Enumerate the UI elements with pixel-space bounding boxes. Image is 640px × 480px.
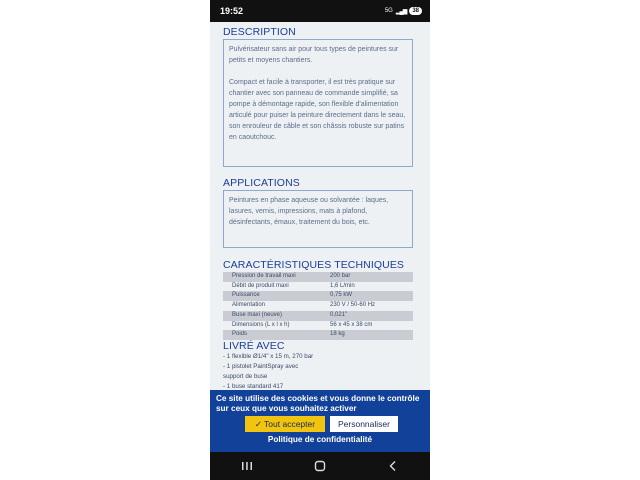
- nav-bar: [210, 452, 430, 480]
- specs-table: [223, 272, 413, 340]
- spec-label: Débit de produit maxi: [223, 282, 326, 292]
- table-row: [223, 301, 413, 311]
- spec-value: 0,75 kW: [326, 291, 413, 301]
- signal-icon: ▂▄▆: [395, 8, 407, 15]
- spec-value: 230 V / 50-60 Hz: [326, 301, 413, 311]
- spec-label: Poids: [223, 330, 326, 340]
- spec-label: Puissance: [223, 291, 326, 301]
- check-icon: ✓: [254, 418, 263, 429]
- spec-value: 200 bar: [326, 272, 413, 282]
- spec-value: 18 kg: [326, 330, 413, 340]
- livre-list: [223, 352, 413, 390]
- status-icons: [385, 7, 422, 15]
- spec-label: Dimensions (L x l x h): [223, 321, 326, 331]
- spec-label: Pression de travail maxi: [223, 272, 326, 282]
- livre-title: LIVRÉ AVEC: [223, 340, 285, 352]
- description-title: DESCRIPTION: [223, 26, 296, 38]
- description-paragraph-2: Compact et facile à transporter, il est très pratique sur chantier avec son panneau de commande simplifié, sa pompe à démontage rapide, son flexible d'alimentation articulé pour puiser la peinture directement dans le seau, son enrouleur de câble et son châssis robuste sur patins en caoutchouc.: [229, 79, 406, 141]
- accept-all-button[interactable]: [245, 416, 325, 432]
- applications-box: [223, 190, 413, 248]
- network-label: 5G: [384, 8, 393, 14]
- cookie-message: Ce site utilise des cookies et vous donne le contrôle sur ceux que vous souhaitez activer: [216, 394, 420, 413]
- spec-value: 56 x 45 x 38 cm: [326, 321, 413, 331]
- table-row: [223, 330, 413, 340]
- spec-label: Alimentation: [223, 301, 326, 311]
- list-item: - 1 pistolet PaintSpray avec: [223, 363, 299, 370]
- privacy-policy-link[interactable]: Politique de confidentialité: [267, 435, 373, 444]
- spec-label: Buse maxi (neuve): [223, 311, 326, 321]
- table-row: [223, 272, 413, 282]
- status-bar: [210, 0, 430, 22]
- battery-level: 38: [412, 8, 419, 14]
- specs-title: CARACTÉRISTIQUES TECHNIQUES: [223, 259, 405, 271]
- table-row: [223, 282, 413, 292]
- description-paragraph-1: Pulvérisateur sans air pour tous types de peintures sur petits et moyens chantiers.: [229, 46, 399, 64]
- list-item: support de buse: [223, 373, 268, 380]
- applications-title: APPLICATIONS: [223, 177, 300, 189]
- phone-screen: [210, 0, 430, 480]
- list-item: - 1 buse standard 417: [223, 383, 284, 390]
- home-icon[interactable]: [305, 456, 335, 476]
- table-row: [223, 291, 413, 301]
- applications-text: Peintures en phase aqueuse ou solvantée : laques, lasures, vernis, impressions, mats à plafond, désinfectants, émaux, traitement du bois, etc.: [229, 197, 389, 226]
- list-item: - 1 flexible Ø1/4" x 15 m, 270 bar: [223, 353, 314, 360]
- accept-all-label: Tout accepter: [264, 419, 316, 429]
- spec-value: 0,021": [326, 311, 413, 321]
- customize-button[interactable]: Personnaliser: [330, 416, 398, 432]
- table-row: [223, 311, 413, 321]
- table-row: [223, 321, 413, 331]
- spec-value: 1,6 L/min: [326, 282, 413, 292]
- description-box: [223, 39, 413, 167]
- back-icon[interactable]: [378, 456, 408, 476]
- product-page[interactable]: [210, 22, 430, 390]
- recents-icon[interactable]: [232, 456, 262, 476]
- battery-icon: [409, 7, 422, 15]
- cookie-banner: [210, 390, 430, 452]
- status-time: 19:52: [220, 6, 244, 16]
